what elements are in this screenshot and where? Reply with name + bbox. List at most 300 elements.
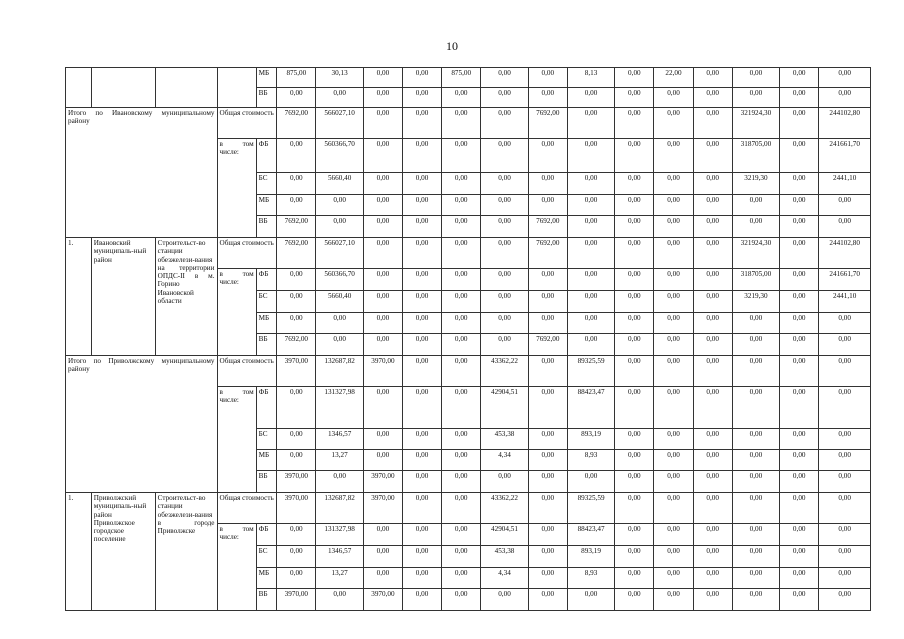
fund-code: ВБ — [256, 589, 277, 611]
value-cell: 0,00 — [442, 139, 481, 173]
value-cell: 0,00 — [615, 568, 654, 589]
value-cell: 0,00 — [402, 195, 441, 216]
value-cell: 42904,51 — [481, 387, 528, 429]
fund-code: ФБ — [256, 524, 277, 546]
total-cost-label: Общая стоимость — [217, 108, 277, 139]
value-cell: 0,00 — [693, 450, 732, 471]
value-cell: 0,00 — [693, 195, 732, 216]
value-cell: 0,00 — [780, 269, 819, 291]
value-cell: 0,00 — [481, 313, 528, 334]
value-cell: 0,00 — [732, 88, 779, 108]
value-cell: 0,00 — [732, 546, 779, 568]
value-cell: 7692,00 — [528, 238, 567, 269]
value-cell: 0,00 — [780, 334, 819, 356]
page-number: 10 — [446, 39, 458, 53]
value-cell: 0,00 — [780, 173, 819, 195]
value-cell: 13,27 — [316, 568, 363, 589]
value-cell: 4,34 — [481, 568, 528, 589]
value-cell: 3970,00 — [277, 493, 316, 524]
value-cell: 42904,51 — [481, 524, 528, 546]
value-cell: 1346,57 — [316, 429, 363, 450]
value-cell: 566027,10 — [316, 108, 363, 139]
value-cell: 0,00 — [780, 291, 819, 313]
value-cell: 0,00 — [316, 313, 363, 334]
value-cell: 0,00 — [277, 88, 316, 108]
value-cell: 0,00 — [363, 334, 402, 356]
value-cell: 0,00 — [615, 546, 654, 568]
summary-title: Итого по Ивановскому муниципальному району — [66, 108, 218, 238]
value-cell: 0,00 — [693, 216, 732, 238]
value-cell: 0,00 — [363, 429, 402, 450]
value-cell: 131327,98 — [316, 524, 363, 546]
value-cell: 0,00 — [528, 356, 567, 387]
value-cell: 0,00 — [316, 589, 363, 611]
value-cell: 0,00 — [402, 493, 441, 524]
value-cell: 0,00 — [615, 334, 654, 356]
value-cell: 0,00 — [732, 68, 779, 88]
value-cell: 0,00 — [402, 291, 441, 313]
value-cell: 5660,40 — [316, 291, 363, 313]
value-cell: 0,00 — [615, 429, 654, 450]
value-cell: 0,00 — [402, 429, 441, 450]
value-cell: 0,00 — [567, 238, 614, 269]
value-cell: 560366,70 — [316, 269, 363, 291]
value-cell: 132687,82 — [316, 356, 363, 387]
value-cell: 0,00 — [693, 568, 732, 589]
value-cell: 0,00 — [442, 269, 481, 291]
value-cell: 0,00 — [442, 238, 481, 269]
value-cell: 0,00 — [481, 269, 528, 291]
value-cell: 7692,00 — [528, 108, 567, 139]
value-cell: 0,00 — [481, 195, 528, 216]
value-cell: 0,00 — [567, 471, 614, 493]
district-name: Приволжский муниципаль-ный район Приволжское городское поселение — [91, 493, 155, 611]
value-cell: 0,00 — [654, 269, 693, 291]
value-cell: 2441,10 — [819, 173, 871, 195]
value-cell: 241661,70 — [819, 139, 871, 173]
value-cell: 0,00 — [819, 568, 871, 589]
value-cell: 0,00 — [819, 493, 871, 524]
value-cell: 0,00 — [732, 356, 779, 387]
value-cell: 321924,30 — [732, 238, 779, 269]
value-cell: 0,00 — [442, 88, 481, 108]
value-cell: 0,00 — [481, 139, 528, 173]
value-cell: 0,00 — [732, 450, 779, 471]
value-cell: 0,00 — [277, 429, 316, 450]
value-cell: 0,00 — [780, 589, 819, 611]
value-cell: 0,00 — [402, 334, 441, 356]
value-cell: 22,00 — [654, 68, 693, 88]
value-cell: 0,00 — [693, 139, 732, 173]
value-cell: 0,00 — [528, 524, 567, 546]
value-cell: 0,00 — [567, 589, 614, 611]
value-cell: 318705,00 — [732, 139, 779, 173]
fund-code: ВБ — [256, 334, 277, 356]
value-cell: 0,00 — [363, 387, 402, 429]
value-cell: 0,00 — [615, 450, 654, 471]
value-cell: 0,00 — [528, 88, 567, 108]
item-total-row — [66, 238, 871, 269]
value-cell: 43362,22 — [481, 493, 528, 524]
value-cell: 0,00 — [363, 313, 402, 334]
fund-code: МБ — [256, 195, 277, 216]
including-label: в том числе: — [217, 524, 256, 611]
value-cell: 0,00 — [442, 387, 481, 429]
value-cell: 0,00 — [819, 313, 871, 334]
value-cell: 0,00 — [615, 493, 654, 524]
value-cell: 0,00 — [442, 589, 481, 611]
item-number: 1. — [66, 493, 92, 611]
value-cell: 0,00 — [615, 589, 654, 611]
value-cell: 0,00 — [316, 471, 363, 493]
value-cell: 0,00 — [693, 88, 732, 108]
value-cell: 88423,47 — [567, 524, 614, 546]
district-cell — [91, 68, 155, 108]
value-cell: 0,00 — [442, 493, 481, 524]
object-name: Строительст-во станции обезжелези-вания в городе Приволжске — [155, 493, 217, 611]
value-cell: 132687,82 — [316, 493, 363, 524]
table-row — [66, 68, 871, 88]
value-cell: 0,00 — [442, 568, 481, 589]
value-cell: 0,00 — [567, 269, 614, 291]
value-cell: 0,00 — [654, 139, 693, 173]
item-number: 1. — [66, 238, 92, 356]
value-cell: 0,00 — [693, 493, 732, 524]
value-cell: 0,00 — [277, 269, 316, 291]
value-cell: 0,00 — [481, 334, 528, 356]
value-cell: 88423,47 — [567, 387, 614, 429]
value-cell: 0,00 — [732, 216, 779, 238]
value-cell: 0,00 — [567, 334, 614, 356]
value-cell: 0,00 — [528, 589, 567, 611]
value-cell: 0,00 — [363, 88, 402, 108]
value-cell: 131327,98 — [316, 387, 363, 429]
value-cell: 0,00 — [693, 589, 732, 611]
value-cell: 0,00 — [819, 334, 871, 356]
fund-code: МБ — [256, 313, 277, 334]
value-cell: 5660,40 — [316, 173, 363, 195]
value-cell: 0,00 — [481, 216, 528, 238]
value-cell: 0,00 — [442, 450, 481, 471]
fund-code: ВБ — [256, 216, 277, 238]
fund-code: ВБ — [256, 88, 277, 108]
value-cell: 4,34 — [481, 450, 528, 471]
value-cell: 0,00 — [819, 429, 871, 450]
value-cell: 0,00 — [780, 429, 819, 450]
value-cell: 0,00 — [732, 195, 779, 216]
value-cell: 0,00 — [363, 546, 402, 568]
value-cell: 0,00 — [402, 471, 441, 493]
value-cell: 0,00 — [402, 108, 441, 139]
value-cell: 0,00 — [402, 524, 441, 546]
object-name: Строительст-во станции обезжелези-вания на территории ОПДС-II в м. Горино Ивановской области — [155, 238, 217, 356]
value-cell: 0,00 — [528, 471, 567, 493]
value-cell: 0,00 — [780, 195, 819, 216]
value-cell: 0,00 — [481, 68, 528, 88]
value-cell: 0,00 — [567, 291, 614, 313]
value-cell: 0,00 — [654, 589, 693, 611]
value-cell: 0,00 — [363, 238, 402, 269]
summary-title: Итого по Приволжскому муниципальному району — [66, 356, 218, 493]
value-cell: 0,00 — [615, 269, 654, 291]
value-cell: 0,00 — [442, 546, 481, 568]
value-cell: 0,00 — [732, 471, 779, 493]
value-cell: 0,00 — [654, 450, 693, 471]
value-cell: 0,00 — [567, 88, 614, 108]
summary-total-row — [66, 108, 871, 139]
value-cell: 0,00 — [528, 429, 567, 450]
value-cell: 8,93 — [567, 568, 614, 589]
value-cell: 0,00 — [363, 195, 402, 216]
value-cell: 43362,22 — [481, 356, 528, 387]
value-cell: 0,00 — [402, 68, 441, 88]
value-cell: 0,00 — [442, 195, 481, 216]
value-cell: 0,00 — [528, 68, 567, 88]
value-cell: 0,00 — [732, 493, 779, 524]
table-body — [66, 68, 871, 611]
value-cell: 0,00 — [693, 334, 732, 356]
value-cell: 453,38 — [481, 429, 528, 450]
value-cell: 566027,10 — [316, 238, 363, 269]
value-cell: 318705,00 — [732, 269, 779, 291]
value-cell: 0,00 — [481, 291, 528, 313]
value-cell: 0,00 — [567, 173, 614, 195]
value-cell: 0,00 — [819, 68, 871, 88]
value-cell: 1346,57 — [316, 546, 363, 568]
value-cell: 0,00 — [693, 429, 732, 450]
value-cell: 0,00 — [732, 334, 779, 356]
value-cell: 0,00 — [693, 524, 732, 546]
value-cell: 13,27 — [316, 450, 363, 471]
value-cell: 0,00 — [654, 334, 693, 356]
value-cell: 0,00 — [693, 68, 732, 88]
fund-code: БС — [256, 291, 277, 313]
value-cell: 0,00 — [442, 334, 481, 356]
value-cell: 0,00 — [654, 88, 693, 108]
value-cell: 0,00 — [615, 524, 654, 546]
value-cell: 0,00 — [481, 238, 528, 269]
value-cell: 0,00 — [693, 291, 732, 313]
value-cell: 0,00 — [481, 173, 528, 195]
including-label: в том числе: — [217, 139, 256, 238]
value-cell: 0,00 — [316, 88, 363, 108]
value-cell: 241661,70 — [819, 269, 871, 291]
value-cell: 0,00 — [693, 546, 732, 568]
value-cell: 0,00 — [442, 429, 481, 450]
value-cell: 0,00 — [615, 173, 654, 195]
value-cell: 0,00 — [528, 291, 567, 313]
value-cell: 7692,00 — [528, 216, 567, 238]
value-cell: 0,00 — [654, 238, 693, 269]
value-cell: 0,00 — [654, 568, 693, 589]
value-cell: 0,00 — [780, 471, 819, 493]
value-cell: 0,00 — [442, 108, 481, 139]
value-cell: 3219,30 — [732, 173, 779, 195]
fund-code: БС — [256, 173, 277, 195]
value-cell: 0,00 — [819, 387, 871, 429]
value-cell: 3970,00 — [363, 356, 402, 387]
value-cell: 0,00 — [819, 195, 871, 216]
value-cell: 0,00 — [363, 108, 402, 139]
value-cell: 0,00 — [442, 356, 481, 387]
value-cell: 0,00 — [277, 173, 316, 195]
fund-code: БС — [256, 546, 277, 568]
value-cell: 0,00 — [654, 173, 693, 195]
value-cell: 0,00 — [277, 568, 316, 589]
value-cell: 0,00 — [780, 313, 819, 334]
value-cell: 0,00 — [654, 524, 693, 546]
value-cell: 0,00 — [780, 139, 819, 173]
value-cell: 0,00 — [402, 238, 441, 269]
value-cell: 560366,70 — [316, 139, 363, 173]
value-cell: 0,00 — [819, 524, 871, 546]
value-cell: 0,00 — [654, 356, 693, 387]
value-cell: 0,00 — [819, 450, 871, 471]
value-cell: 0,00 — [819, 88, 871, 108]
value-cell: 0,00 — [654, 216, 693, 238]
value-cell: 0,00 — [442, 216, 481, 238]
value-cell: 3970,00 — [363, 589, 402, 611]
value-cell: 0,00 — [654, 429, 693, 450]
value-cell: 3219,30 — [732, 291, 779, 313]
value-cell: 0,00 — [567, 216, 614, 238]
num-cell — [66, 68, 92, 108]
value-cell: 0,00 — [693, 471, 732, 493]
value-cell: 0,00 — [693, 238, 732, 269]
budget-table — [65, 67, 871, 611]
value-cell: 0,00 — [363, 173, 402, 195]
summary-total-row — [66, 356, 871, 387]
value-cell: 0,00 — [402, 568, 441, 589]
value-cell: 0,00 — [277, 139, 316, 173]
value-cell: 0,00 — [615, 216, 654, 238]
label-cell — [217, 68, 256, 108]
value-cell: 30,13 — [316, 68, 363, 88]
value-cell: 0,00 — [654, 493, 693, 524]
value-cell: 0,00 — [693, 356, 732, 387]
value-cell: 0,00 — [402, 546, 441, 568]
value-cell: 0,00 — [615, 471, 654, 493]
value-cell: 0,00 — [654, 108, 693, 139]
value-cell: 0,00 — [363, 450, 402, 471]
value-cell: 0,00 — [528, 568, 567, 589]
value-cell: 0,00 — [732, 313, 779, 334]
value-cell: 0,00 — [277, 291, 316, 313]
value-cell: 0,00 — [654, 195, 693, 216]
value-cell: 0,00 — [528, 139, 567, 173]
value-cell: 0,00 — [615, 291, 654, 313]
value-cell: 0,00 — [402, 356, 441, 387]
total-cost-label: Общая стоимость — [217, 356, 277, 387]
fund-code: БС — [256, 429, 277, 450]
value-cell: 0,00 — [780, 88, 819, 108]
value-cell: 0,00 — [402, 173, 441, 195]
value-cell: 0,00 — [402, 88, 441, 108]
value-cell: 0,00 — [481, 471, 528, 493]
value-cell: 0,00 — [780, 524, 819, 546]
value-cell: 0,00 — [528, 269, 567, 291]
value-cell: 0,00 — [615, 68, 654, 88]
value-cell: 244102,80 — [819, 238, 871, 269]
value-cell: 89325,59 — [567, 356, 614, 387]
value-cell: 0,00 — [567, 139, 614, 173]
value-cell: 0,00 — [528, 387, 567, 429]
value-cell: 0,00 — [481, 589, 528, 611]
value-cell: 0,00 — [316, 195, 363, 216]
value-cell: 0,00 — [277, 546, 316, 568]
value-cell: 0,00 — [780, 216, 819, 238]
value-cell: 0,00 — [567, 108, 614, 139]
value-cell: 8,13 — [567, 68, 614, 88]
value-cell: 0,00 — [402, 269, 441, 291]
value-cell: 0,00 — [780, 493, 819, 524]
value-cell: 0,00 — [780, 68, 819, 88]
value-cell: 321924,30 — [732, 108, 779, 139]
value-cell: 89325,59 — [567, 493, 614, 524]
value-cell: 0,00 — [277, 450, 316, 471]
value-cell: 0,00 — [819, 589, 871, 611]
value-cell: 0,00 — [693, 387, 732, 429]
value-cell: 0,00 — [363, 269, 402, 291]
value-cell: 0,00 — [732, 429, 779, 450]
value-cell: 0,00 — [819, 356, 871, 387]
value-cell: 0,00 — [819, 216, 871, 238]
value-cell: 0,00 — [363, 568, 402, 589]
value-cell: 0,00 — [363, 216, 402, 238]
value-cell: 875,00 — [277, 68, 316, 88]
value-cell: 0,00 — [732, 589, 779, 611]
value-cell: 7692,00 — [528, 334, 567, 356]
value-cell: 0,00 — [402, 589, 441, 611]
including-label: в том числе: — [217, 269, 256, 356]
value-cell: 0,00 — [528, 493, 567, 524]
value-cell: 0,00 — [363, 291, 402, 313]
value-cell: 0,00 — [363, 524, 402, 546]
value-cell: 0,00 — [732, 568, 779, 589]
value-cell: 0,00 — [615, 387, 654, 429]
value-cell: 7692,00 — [277, 216, 316, 238]
fund-code: МБ — [256, 450, 277, 471]
value-cell: 244102,80 — [819, 108, 871, 139]
value-cell: 0,00 — [442, 471, 481, 493]
value-cell: 0,00 — [277, 524, 316, 546]
value-cell: 0,00 — [693, 108, 732, 139]
value-cell: 0,00 — [693, 173, 732, 195]
value-cell: 0,00 — [277, 387, 316, 429]
value-cell: 7692,00 — [277, 108, 316, 139]
value-cell: 0,00 — [654, 313, 693, 334]
item-total-row — [66, 493, 871, 524]
district-name: Ивановский муниципаль-ный район — [91, 238, 155, 356]
value-cell: 0,00 — [277, 313, 316, 334]
value-cell: 0,00 — [654, 291, 693, 313]
fund-code: ФБ — [256, 139, 277, 173]
value-cell: 0,00 — [528, 313, 567, 334]
value-cell: 0,00 — [442, 313, 481, 334]
value-cell: 0,00 — [615, 88, 654, 108]
value-cell: 0,00 — [693, 313, 732, 334]
value-cell: 0,00 — [277, 195, 316, 216]
value-cell: 0,00 — [402, 450, 441, 471]
fund-code: ВБ — [256, 471, 277, 493]
value-cell: 0,00 — [442, 291, 481, 313]
value-cell: 0,00 — [528, 195, 567, 216]
value-cell: 0,00 — [780, 450, 819, 471]
fund-code: МБ — [256, 568, 277, 589]
value-cell: 0,00 — [780, 546, 819, 568]
value-cell: 0,00 — [402, 216, 441, 238]
value-cell: 8,93 — [567, 450, 614, 471]
